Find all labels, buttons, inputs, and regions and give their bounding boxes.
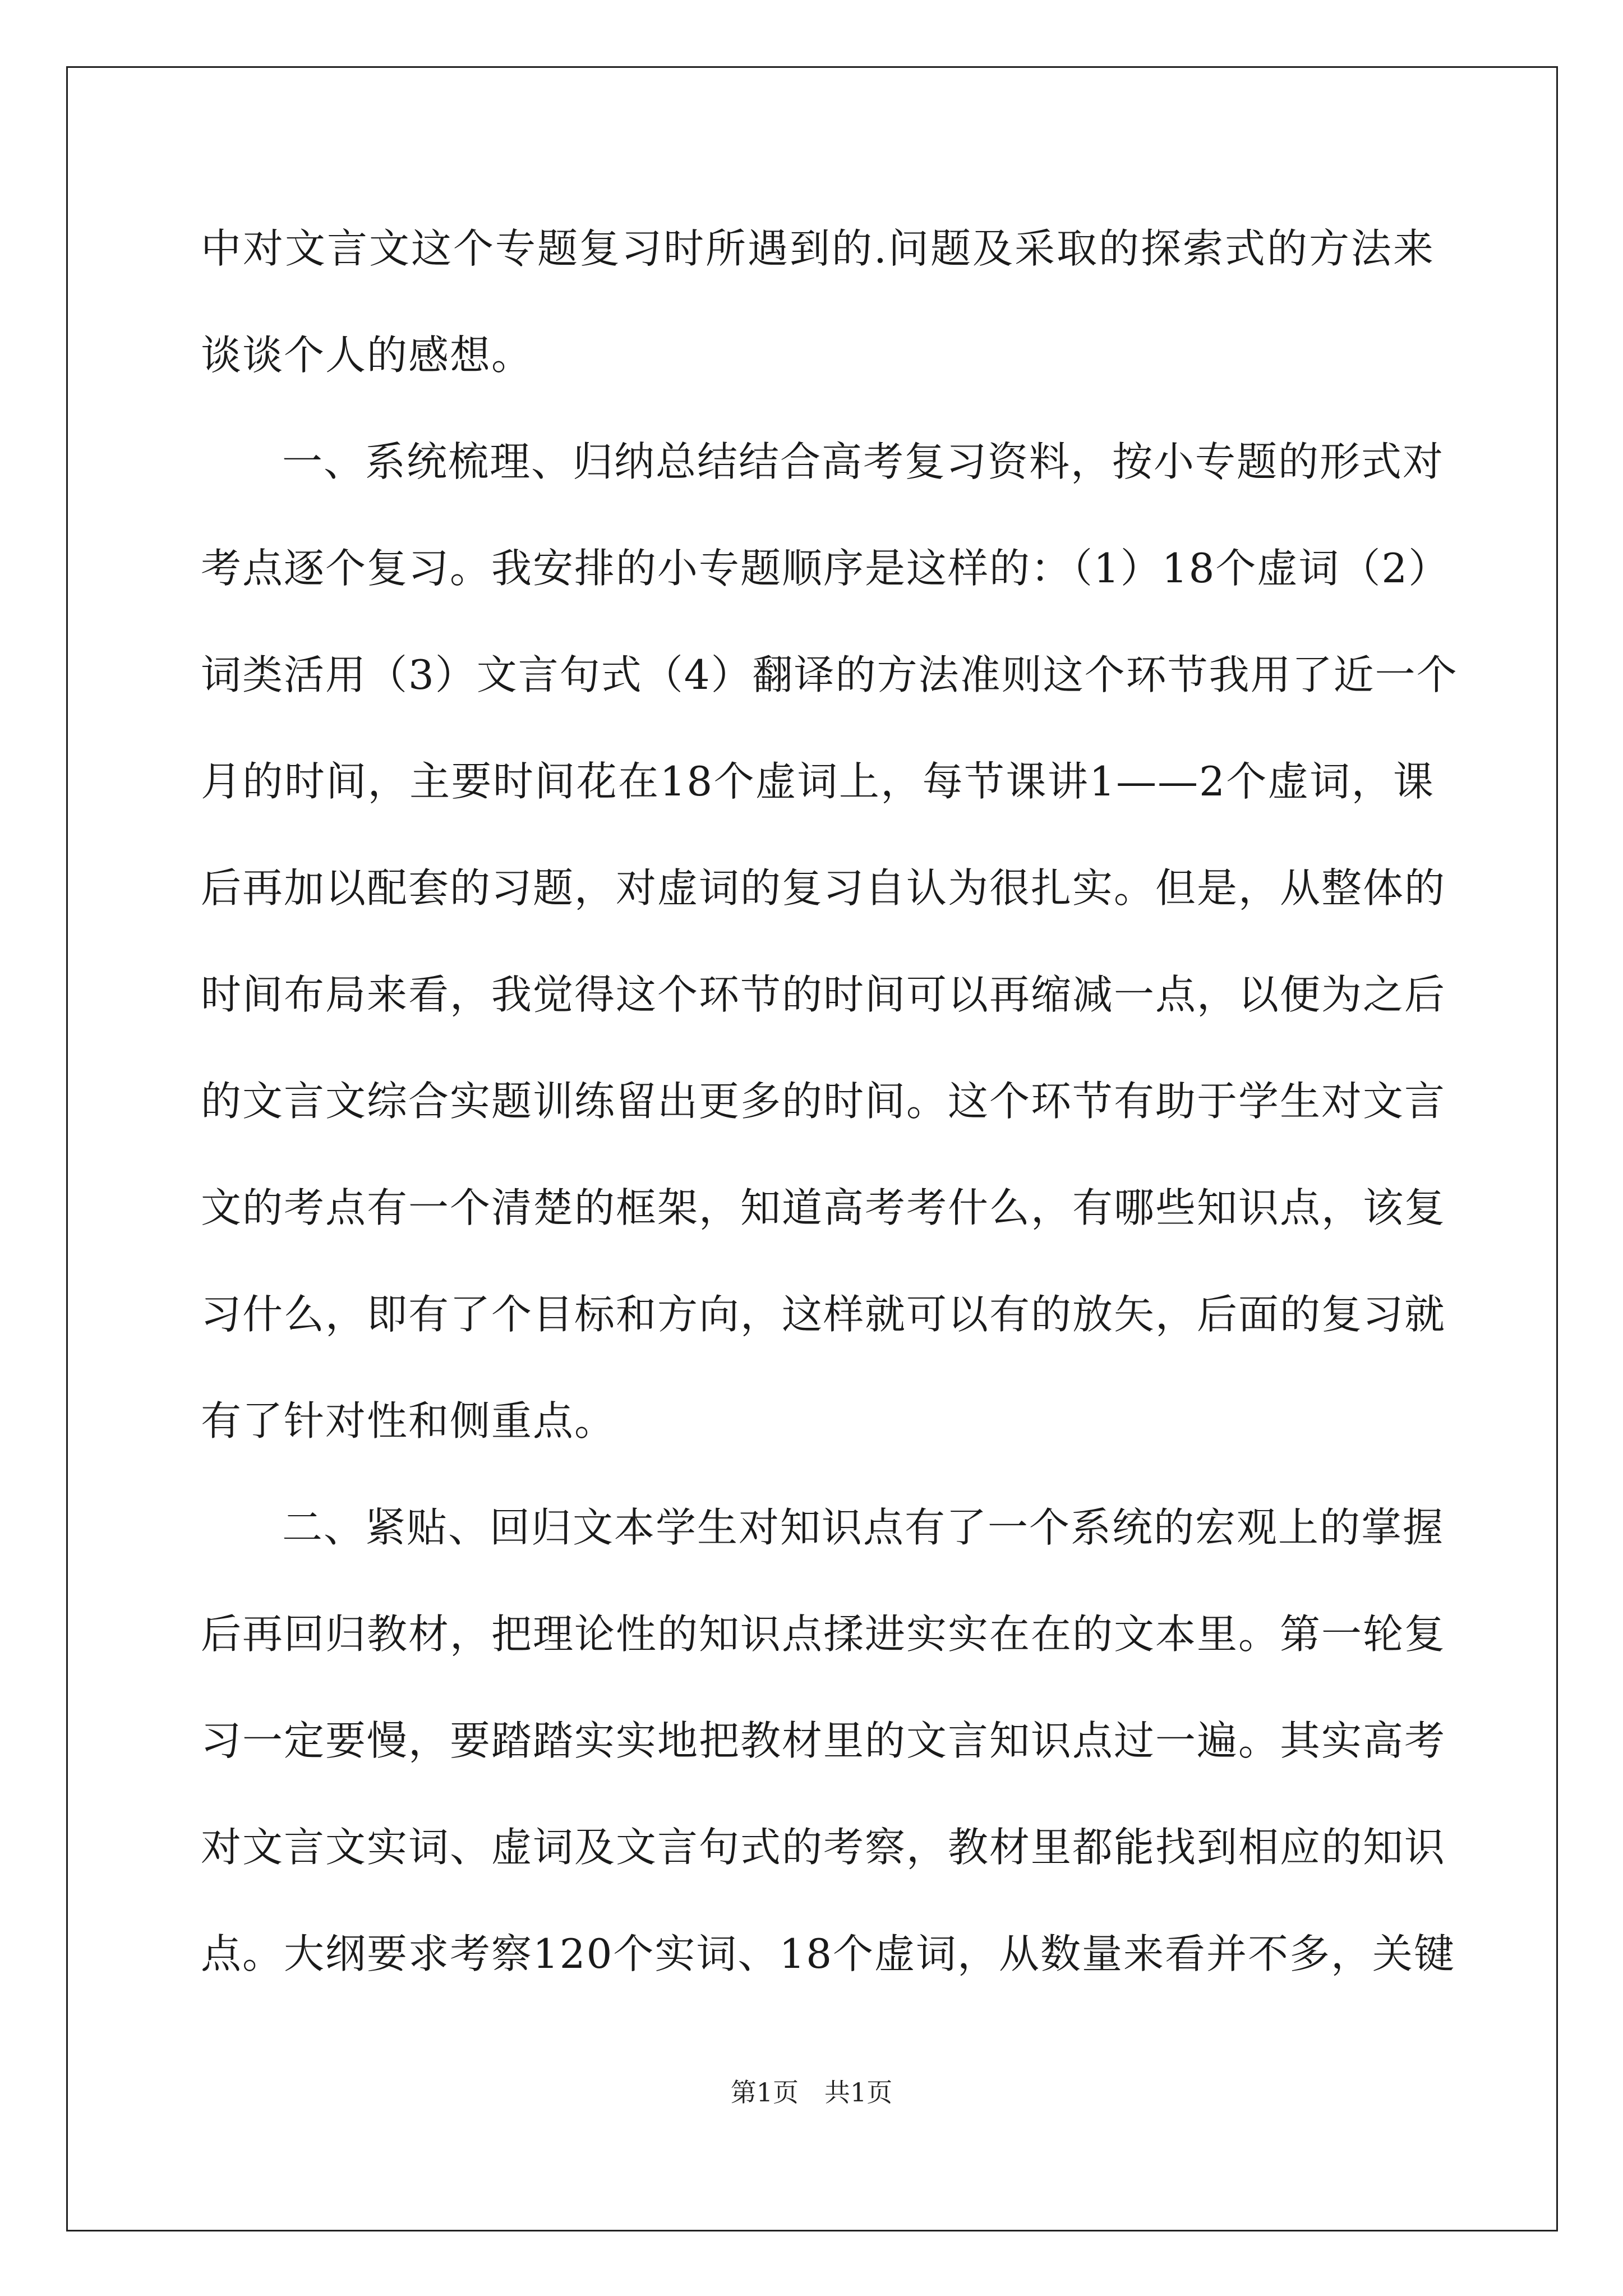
text-line-15: 习一定要慢，要踏踏实实地把教材里的文言知识点过一遍。其实高考 [201, 1717, 1446, 1764]
text-line-4: 考点逐个复习。我安排的小专题顺序是这样的：（1）18个虚词（2） [201, 545, 1450, 592]
text-line-1: 中对文言文这个专题复习时所遇到的.问题及采取的探索式的方法来 [201, 225, 1435, 272]
text-line-2: 谈谈个人的感想。 [201, 332, 533, 379]
page-number: 第1页 [730, 2077, 799, 2108]
text-line-9: 的文言文综合实题训练留出更多的时间。这个环节有助于学生对文言 [201, 1078, 1446, 1125]
text-line-12: 有了针对性和侧重点。 [201, 1397, 616, 1444]
text-line-13: 二、紧贴、回归文本学生对知识点有了一个系统的宏观上的掌握 [282, 1504, 1445, 1551]
document-body [201, 218, 1458, 2030]
page-footer [0, 2076, 1623, 2109]
text-line-14: 后再回归教材，把理论性的知识点揉进实实在在的文本里。第一轮复 [201, 1611, 1446, 1658]
text-line-10: 文的考点有一个清楚的框架，知道高考考什么，有哪些知识点，该复 [201, 1184, 1446, 1231]
text-line-3: 一、系统梳理、归纳总结结合高考复习资料，按小专题的形式对 [282, 438, 1445, 485]
text-line-17: 点。大纲要求考察120个实词、18个虚词，从数量来看并不多，关键 [201, 1930, 1456, 1977]
text-line-8: 时间布局来看，我觉得这个环节的时间可以再缩减一点，以便为之后 [201, 971, 1446, 1018]
text-line-5: 词类活用（3）文言句式（4）翻译的方法准则这个环节我用了近一个 [201, 651, 1458, 698]
text-line-6: 月的时间，主要时间花在18个虚词上，每节课讲1——2个虚词，课 [201, 758, 1435, 805]
page-total: 共1页 [824, 2077, 893, 2108]
text-line-7: 后再加以配套的习题，对虚词的复习自认为很扎实。但是，从整体的 [201, 864, 1446, 912]
text-line-11: 习什么，即有了个目标和方向，这样就可以有的放矢，后面的复习就 [201, 1291, 1446, 1338]
text-line-16: 对文言文实词、虚词及文言句式的考察，教材里都能找到相应的知识 [201, 1824, 1446, 1871]
